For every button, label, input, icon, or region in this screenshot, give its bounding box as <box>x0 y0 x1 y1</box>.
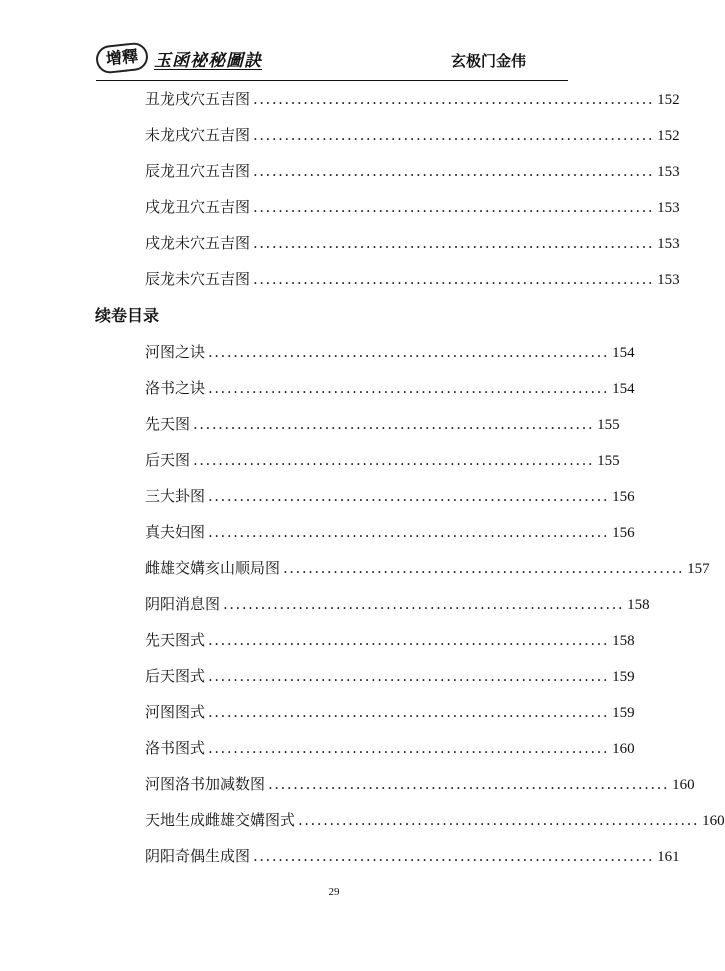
toc-entry-page: 160 <box>672 777 695 793</box>
toc-entry-title: 河图洛书加减数图 <box>145 775 266 793</box>
toc-entry[interactable] <box>145 377 635 399</box>
toc-entry-title: 洛书之诀 <box>145 379 206 397</box>
toc-entry[interactable] <box>145 665 635 687</box>
toc-leader-dots: ................................................................ <box>253 90 655 108</box>
toc-entry-page: 156 <box>612 489 635 505</box>
toc-entry-page: 159 <box>612 669 635 685</box>
toc-entry[interactable] <box>145 485 635 507</box>
toc-entry[interactable] <box>145 557 710 579</box>
toc-entry-title: 丑龙戌穴五吉图 <box>145 90 251 108</box>
toc-entry-page: 154 <box>612 345 635 361</box>
toc-entry[interactable] <box>145 449 620 471</box>
toc-entry-page: 159 <box>612 705 635 721</box>
toc-entry[interactable] <box>145 196 680 218</box>
logo-title: 玉函祕秘圖訣 <box>154 50 263 71</box>
toc-leader-dots: ................................................................ <box>208 631 610 649</box>
toc-leader-dots: ................................................................ <box>253 198 655 216</box>
toc-entry-title: 未龙戌穴五吉图 <box>145 126 251 144</box>
toc-entry-page: 155 <box>597 453 620 469</box>
logo-badge: 增釋 <box>95 41 150 74</box>
toc-leader-dots: ................................................................ <box>253 234 655 252</box>
toc-entry[interactable] <box>145 809 725 831</box>
toc-entry-title: 三大卦图 <box>145 487 206 505</box>
toc-leader-dots: ................................................................ <box>253 162 655 180</box>
toc-leader-dots: ................................................................ <box>253 270 655 288</box>
toc-entry[interactable] <box>145 593 650 615</box>
toc-entry[interactable] <box>145 88 680 110</box>
toc-leader-dots: ................................................................ <box>208 739 610 757</box>
toc-entry-page: 155 <box>597 417 620 433</box>
toc-entry-page: 157 <box>687 561 710 577</box>
toc-entry-title: 辰龙未穴五吉图 <box>145 270 251 288</box>
toc-leader-dots: ................................................................ <box>223 595 625 613</box>
toc-leader-dots: ................................................................ <box>193 415 595 433</box>
toc-entry-page: 158 <box>612 633 635 649</box>
toc-entry-title: 先天图 <box>145 415 191 433</box>
toc-leader-dots: ................................................................ <box>253 847 655 865</box>
toc-entry[interactable] <box>145 268 680 290</box>
toc-entry-title: 雌雄交媾亥山顺局图 <box>145 559 281 577</box>
book-logo <box>96 42 262 74</box>
author-name: 玄极门金伟 <box>450 52 526 70</box>
toc-entry-title: 阴阳消息图 <box>145 595 221 613</box>
toc-leader-dots: ................................................................ <box>298 811 700 829</box>
toc-entry-page: 152 <box>657 92 680 108</box>
toc-entry[interactable] <box>145 160 680 182</box>
toc-entry-title: 先天图式 <box>145 631 206 649</box>
toc-leader-dots: ................................................................ <box>208 487 610 505</box>
toc-entry-page: 160 <box>612 741 635 757</box>
toc-entry-page: 153 <box>657 164 680 180</box>
toc-entry-page: 152 <box>657 128 680 144</box>
toc-leader-dots: ................................................................ <box>208 667 610 685</box>
toc-entry-title: 辰龙丑穴五吉图 <box>145 162 251 180</box>
toc-entry-title: 阴阳奇偶生成图 <box>145 847 251 865</box>
toc-entry[interactable] <box>145 521 635 543</box>
section-heading: 续卷目录 <box>95 306 160 325</box>
toc-entry-page: 156 <box>612 525 635 541</box>
toc-entry-title: 河图之诀 <box>145 343 206 361</box>
header-rule <box>96 80 568 81</box>
toc-entry-title: 戌龙未穴五吉图 <box>145 234 251 252</box>
toc-entry-page: 160 <box>702 813 725 829</box>
toc-entry[interactable] <box>145 413 620 435</box>
page-header <box>96 42 566 80</box>
toc-entry-page: 161 <box>657 849 680 865</box>
toc-leader-dots: ................................................................ <box>208 703 610 721</box>
toc-entry[interactable] <box>145 773 695 795</box>
toc-entry[interactable] <box>145 629 635 651</box>
toc-entry[interactable] <box>145 845 680 867</box>
toc-leader-dots: ................................................................ <box>253 126 655 144</box>
page-number: 29 <box>328 886 340 898</box>
toc-entry-title: 洛书图式 <box>145 739 206 757</box>
toc-entry-page: 158 <box>627 597 650 613</box>
toc-entry-page: 153 <box>657 272 680 288</box>
toc-entry[interactable] <box>145 701 635 723</box>
toc-leader-dots: ................................................................ <box>208 379 610 397</box>
toc-entry-title: 真夫妇图 <box>145 523 206 541</box>
toc-entry-title: 戌龙丑穴五吉图 <box>145 198 251 216</box>
toc-leader-dots: ................................................................ <box>268 775 670 793</box>
toc-entry-title: 天地生成雌雄交媾图式 <box>145 811 296 829</box>
toc-entry[interactable] <box>145 124 680 146</box>
toc-leader-dots: ................................................................ <box>208 523 610 541</box>
toc-entry-title: 河图图式 <box>145 703 206 721</box>
toc-leader-dots: ................................................................ <box>283 559 685 577</box>
toc-entry-title: 后天图 <box>145 451 191 469</box>
toc-entry-page: 153 <box>657 236 680 252</box>
toc-entry-page: 153 <box>657 200 680 216</box>
toc-entry[interactable] <box>145 341 635 363</box>
toc-leader-dots: ................................................................ <box>193 451 595 469</box>
toc-entry-title: 后天图式 <box>145 667 206 685</box>
toc-entry[interactable] <box>145 737 635 759</box>
toc-entry-page: 154 <box>612 381 635 397</box>
toc-leader-dots: ................................................................ <box>208 343 610 361</box>
toc-entry[interactable] <box>145 232 680 254</box>
